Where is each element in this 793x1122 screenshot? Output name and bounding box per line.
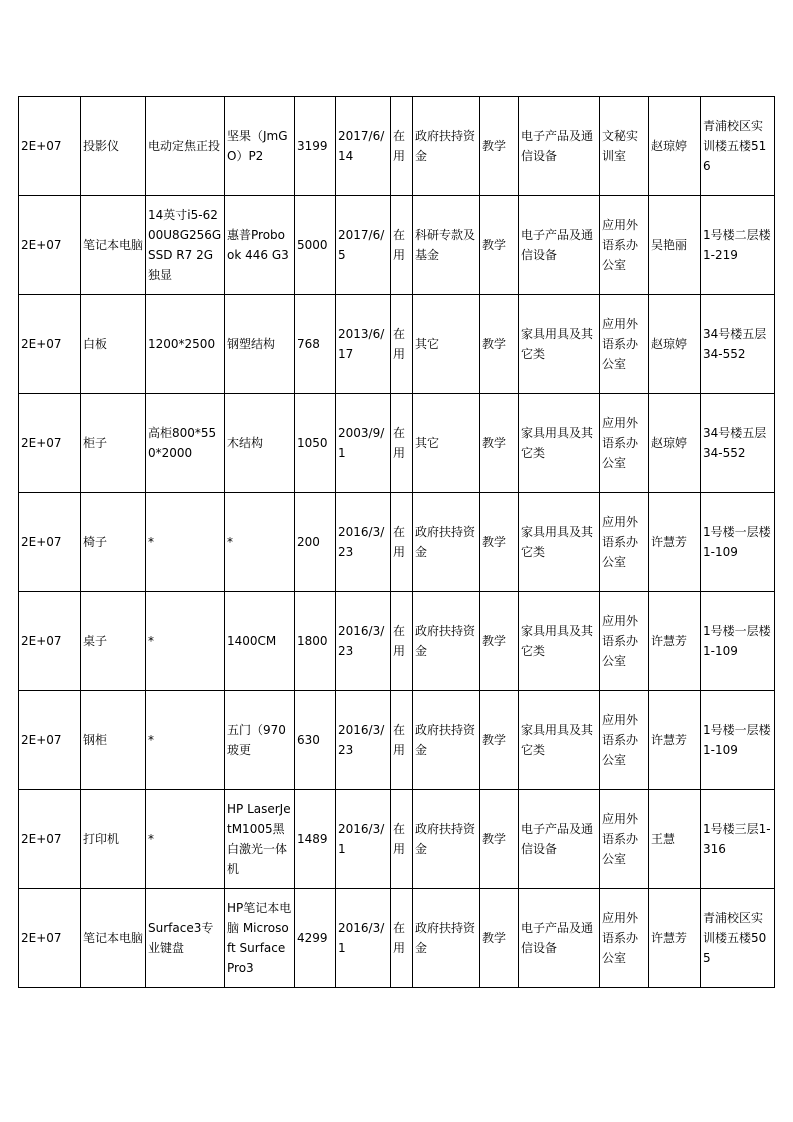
cell-funding: 其它 <box>413 295 480 394</box>
cell-location: 1号楼一层楼1-109 <box>701 691 775 790</box>
cell-keeper: 许慧芳 <box>649 691 701 790</box>
cell-code: 2E+07 <box>19 592 81 691</box>
cell-name: 打印机 <box>81 790 146 889</box>
table-body <box>19 97 775 988</box>
cell-status: 在用 <box>391 97 413 196</box>
cell-date: 2016/3/23 <box>336 592 391 691</box>
cell-code: 2E+07 <box>19 394 81 493</box>
cell-spec: 14英寸i5-6200U8G256GSSD R7 2G独显 <box>146 196 225 295</box>
cell-model: 木结构 <box>225 394 295 493</box>
cell-date: 2016/3/23 <box>336 691 391 790</box>
cell-department: 应用外语系办公室 <box>600 493 649 592</box>
cell-price: 200 <box>295 493 336 592</box>
cell-funding: 政府扶持资金 <box>413 97 480 196</box>
cell-price: 4299 <box>295 889 336 988</box>
table-row <box>19 592 775 691</box>
cell-name: 笔记本电脑 <box>81 196 146 295</box>
cell-spec: 电动定焦正投 <box>146 97 225 196</box>
cell-spec: * <box>146 592 225 691</box>
cell-price: 5000 <box>295 196 336 295</box>
cell-spec: 1200*2500 <box>146 295 225 394</box>
cell-code: 2E+07 <box>19 97 81 196</box>
cell-status: 在用 <box>391 493 413 592</box>
cell-status: 在用 <box>391 790 413 889</box>
cell-price: 1800 <box>295 592 336 691</box>
cell-model: * <box>225 493 295 592</box>
table-row <box>19 394 775 493</box>
table-row <box>19 97 775 196</box>
cell-funding: 其它 <box>413 394 480 493</box>
cell-keeper: 许慧芳 <box>649 592 701 691</box>
cell-status: 在用 <box>391 295 413 394</box>
cell-code: 2E+07 <box>19 295 81 394</box>
cell-code: 2E+07 <box>19 691 81 790</box>
cell-funding: 政府扶持资金 <box>413 592 480 691</box>
cell-category: 家具用具及其它类 <box>519 493 600 592</box>
cell-date: 2017/6/5 <box>336 196 391 295</box>
cell-status: 在用 <box>391 394 413 493</box>
cell-name: 椅子 <box>81 493 146 592</box>
cell-keeper: 许慧芳 <box>649 493 701 592</box>
cell-usage: 教学 <box>480 394 519 493</box>
cell-usage: 教学 <box>480 790 519 889</box>
cell-category: 电子产品及通信设备 <box>519 889 600 988</box>
cell-date: 2003/9/1 <box>336 394 391 493</box>
cell-name: 桌子 <box>81 592 146 691</box>
cell-date: 2016/3/23 <box>336 493 391 592</box>
cell-usage: 教学 <box>480 295 519 394</box>
cell-department: 应用外语系办公室 <box>600 691 649 790</box>
cell-status: 在用 <box>391 691 413 790</box>
cell-status: 在用 <box>391 592 413 691</box>
cell-funding: 政府扶持资金 <box>413 790 480 889</box>
cell-department: 应用外语系办公室 <box>600 889 649 988</box>
table-row <box>19 790 775 889</box>
cell-model: 坚果（JmGO）P2 <box>225 97 295 196</box>
cell-price: 1050 <box>295 394 336 493</box>
cell-name: 白板 <box>81 295 146 394</box>
cell-model: 惠普Probook 446 G3 <box>225 196 295 295</box>
table-row <box>19 196 775 295</box>
cell-location: 34号楼五层34-552 <box>701 295 775 394</box>
cell-name: 投影仪 <box>81 97 146 196</box>
cell-location: 1号楼一层楼1-109 <box>701 493 775 592</box>
cell-code: 2E+07 <box>19 889 81 988</box>
cell-location: 青浦校区实训楼五楼505 <box>701 889 775 988</box>
cell-status: 在用 <box>391 196 413 295</box>
cell-category: 电子产品及通信设备 <box>519 97 600 196</box>
cell-category: 电子产品及通信设备 <box>519 196 600 295</box>
cell-location: 1号楼三层1-316 <box>701 790 775 889</box>
table-row <box>19 295 775 394</box>
cell-department: 应用外语系办公室 <box>600 196 649 295</box>
cell-department: 应用外语系办公室 <box>600 394 649 493</box>
cell-name: 笔记本电脑 <box>81 889 146 988</box>
cell-date: 2013/6/17 <box>336 295 391 394</box>
cell-keeper: 赵琼婷 <box>649 97 701 196</box>
cell-model: HP笔记本电脑 Microsoft SurfacePro3 <box>225 889 295 988</box>
cell-department: 应用外语系办公室 <box>600 790 649 889</box>
cell-code: 2E+07 <box>19 196 81 295</box>
cell-spec: * <box>146 493 225 592</box>
asset-table <box>18 96 775 988</box>
cell-keeper: 王慧 <box>649 790 701 889</box>
cell-usage: 教学 <box>480 889 519 988</box>
cell-model: 五门（970玻更 <box>225 691 295 790</box>
cell-spec: Surface3专业键盘 <box>146 889 225 988</box>
cell-model: 钢塑结构 <box>225 295 295 394</box>
cell-keeper: 许慧芳 <box>649 889 701 988</box>
cell-keeper: 赵琼婷 <box>649 394 701 493</box>
cell-funding: 政府扶持资金 <box>413 889 480 988</box>
cell-date: 2016/3/1 <box>336 790 391 889</box>
cell-category: 家具用具及其它类 <box>519 592 600 691</box>
cell-usage: 教学 <box>480 196 519 295</box>
cell-location: 1号楼一层楼1-109 <box>701 592 775 691</box>
cell-spec: * <box>146 691 225 790</box>
cell-code: 2E+07 <box>19 493 81 592</box>
cell-category: 家具用具及其它类 <box>519 394 600 493</box>
cell-funding: 政府扶持资金 <box>413 691 480 790</box>
cell-category: 电子产品及通信设备 <box>519 790 600 889</box>
cell-usage: 教学 <box>480 493 519 592</box>
cell-category: 家具用具及其它类 <box>519 295 600 394</box>
cell-price: 1489 <box>295 790 336 889</box>
cell-price: 630 <box>295 691 336 790</box>
cell-keeper: 吴艳丽 <box>649 196 701 295</box>
cell-usage: 教学 <box>480 97 519 196</box>
cell-spec: 高柜800*550*2000 <box>146 394 225 493</box>
cell-location: 34号楼五层34-552 <box>701 394 775 493</box>
cell-name: 钢柜 <box>81 691 146 790</box>
cell-spec: * <box>146 790 225 889</box>
cell-location: 1号楼二层楼1-219 <box>701 196 775 295</box>
cell-location: 青浦校区实训楼五楼516 <box>701 97 775 196</box>
cell-model: 1400CM <box>225 592 295 691</box>
cell-status: 在用 <box>391 889 413 988</box>
cell-keeper: 赵琼婷 <box>649 295 701 394</box>
cell-department: 文秘实训室 <box>600 97 649 196</box>
cell-department: 应用外语系办公室 <box>600 592 649 691</box>
cell-model: HP LaserJetM1005黑白激光一体机 <box>225 790 295 889</box>
cell-price: 3199 <box>295 97 336 196</box>
cell-usage: 教学 <box>480 592 519 691</box>
cell-funding: 政府扶持资金 <box>413 493 480 592</box>
cell-date: 2016/3/1 <box>336 889 391 988</box>
cell-price: 768 <box>295 295 336 394</box>
table-row <box>19 889 775 988</box>
table-row <box>19 493 775 592</box>
cell-category: 家具用具及其它类 <box>519 691 600 790</box>
table-row <box>19 691 775 790</box>
cell-usage: 教学 <box>480 691 519 790</box>
cell-name: 柜子 <box>81 394 146 493</box>
cell-code: 2E+07 <box>19 790 81 889</box>
cell-funding: 科研专款及基金 <box>413 196 480 295</box>
cell-department: 应用外语系办公室 <box>600 295 649 394</box>
cell-date: 2017/6/14 <box>336 97 391 196</box>
